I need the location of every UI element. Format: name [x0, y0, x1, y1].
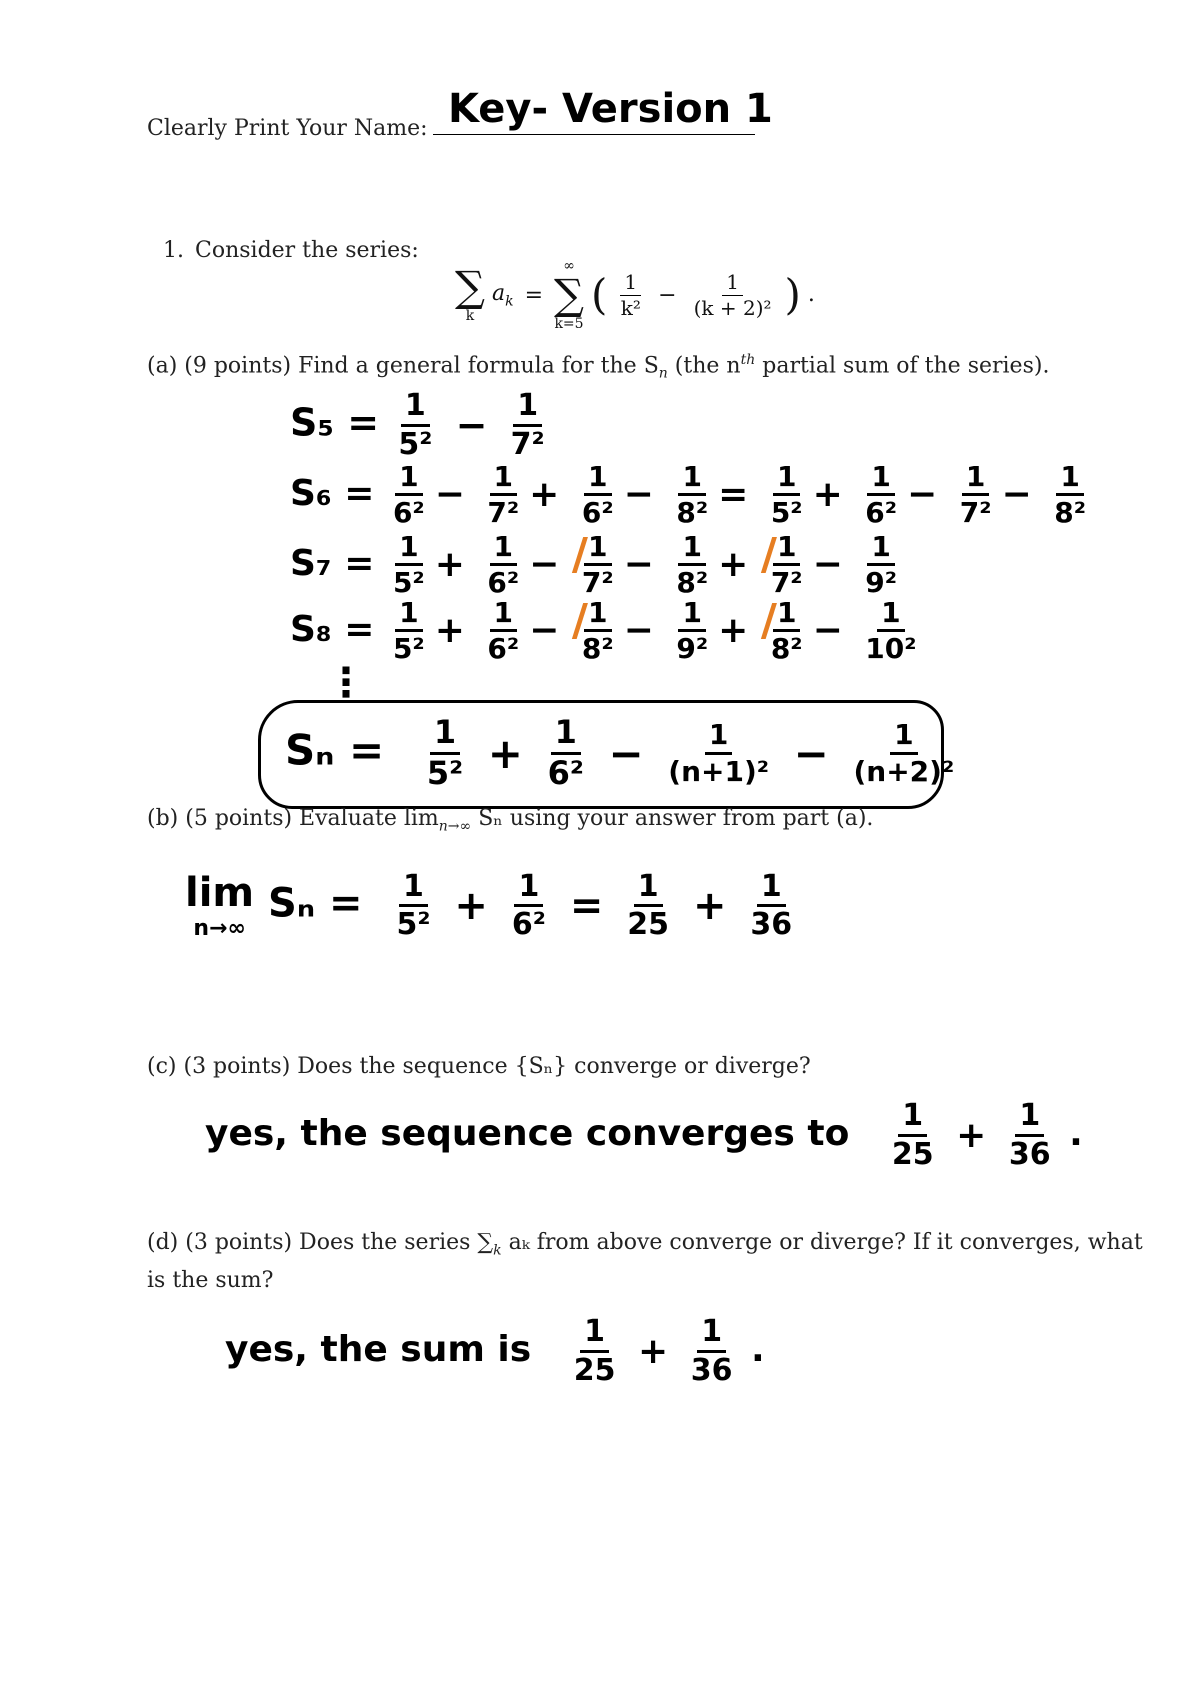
s6-line: S₆ = $\frac{1}{\text{6²}}$ − $\frac{1}{\text{7²}}$ + $\frac{1}{\text{6²}}$ − $\frac{1}{\text{8²}}$ = $\frac{1}{\text{5²}}$ + $\frac{1}{\text{6²}}$ − $\frac{1}{\text{7²}}$ − $\frac{1}{\text{8²}}$ — [290, 460, 1086, 530]
left-paren: ( — [591, 270, 608, 319]
part-c-prompt: (c) (3 points) Does the sequence {Sₙ} converge or diverge? — [147, 1054, 811, 1079]
sn-line: Sₙ = $\frac{1}{\text{5²}}$ + $\frac{1}{\text{6²}}$ − $\frac{1}{\text{(n+1)²}}$ − $\frac{1}{\text{(n+2)²}}$ — [285, 713, 955, 792]
part-a-prompt: (a) (9 points) Find a general formula for the $S_n$ (the $n^{th}$ partial sum of the series). — [147, 352, 1050, 382]
s7-line: S₇ = $\frac{1}{\text{5²}}$ + $\frac{1}{\text{6²}}$ − 1 7² / − $\frac{1}{\text{8²}}$ + 1 7² / − $\frac{1}{\text{9²}}$ — [290, 529, 898, 600]
name-underline — [433, 134, 755, 135]
handwritten-name: Key- Version 1 — [448, 86, 773, 132]
sum-lower: k=5 — [554, 316, 584, 332]
term1: $\frac{1}{\text{k²}}$ — [620, 269, 641, 320]
a-sub: k — [505, 293, 514, 310]
sigma-symbol-2: ∑ — [554, 270, 585, 319]
s5-line: S₅ = $\frac{1}{\text{5²}}$ − $\frac{1}{\text{7²}}$ — [290, 388, 545, 462]
period: . — [807, 282, 815, 307]
sum-index-k: k — [465, 308, 475, 324]
part-d-prompt: (d) (3 points) Does the series $\sum_k$ aₖ from above converge or diverge? If it converges, what — [147, 1230, 1143, 1259]
right-paren: ) — [784, 270, 801, 319]
name-label: Clearly Print Your Name: — [147, 116, 428, 141]
part-d-answer: yes, the sum is $\frac{1}{25}$ + $\frac{1}{36}$ . — [225, 1314, 765, 1388]
series-formula: ∑ k $a_k$ = ∞ ∑ k=5 ( $\frac{1}{\text{k²}}$ − $\frac{1}{\text{(k + 2)²}}$ ) . — [455, 258, 815, 332]
sum-upper: ∞ — [563, 258, 575, 274]
problem-number: 1. — [163, 238, 184, 263]
term2: $\frac{1}{\text{(k + 2)²}}$ — [693, 269, 772, 320]
cancel-mark: / — [760, 595, 777, 646]
vertical-dots: ⋮ — [326, 660, 366, 706]
equals: = — [524, 282, 544, 308]
part-b-answer: lim n→∞ Sₙ = $\frac{1}{\text{5²}}$ + $\frac{1}{\text{6²}}$ = $\frac{1}{25}$ + $\frac{1}{36}$ — [185, 868, 793, 942]
sigma-symbol: ∑ — [455, 262, 485, 311]
s8-line: S₈ = $\frac{1}{\text{5²}}$ + $\frac{1}{\text{6²}}$ − 1 8² / − $\frac{1}{\text{9²}}$ + 1 8² / − $\frac{1}{\text{10²}}$ — [290, 595, 917, 666]
problem-intro: Consider the series: — [195, 238, 419, 263]
cancel-mark: / — [571, 595, 588, 646]
minus: − — [658, 282, 677, 308]
part-b-prompt: (b) (5 points) Evaluate $\lim_{n\to\infty} S_n$ using your answer from part (a). — [147, 806, 874, 835]
part-d-prompt-line2: is the sum? — [147, 1268, 274, 1293]
cancel-mark: / — [571, 529, 588, 580]
part-c-answer: yes, the sequence converges to $\frac{1}{25}$ + $\frac{1}{36}$ . — [205, 1098, 1083, 1172]
cancel-mark: / — [760, 529, 777, 580]
